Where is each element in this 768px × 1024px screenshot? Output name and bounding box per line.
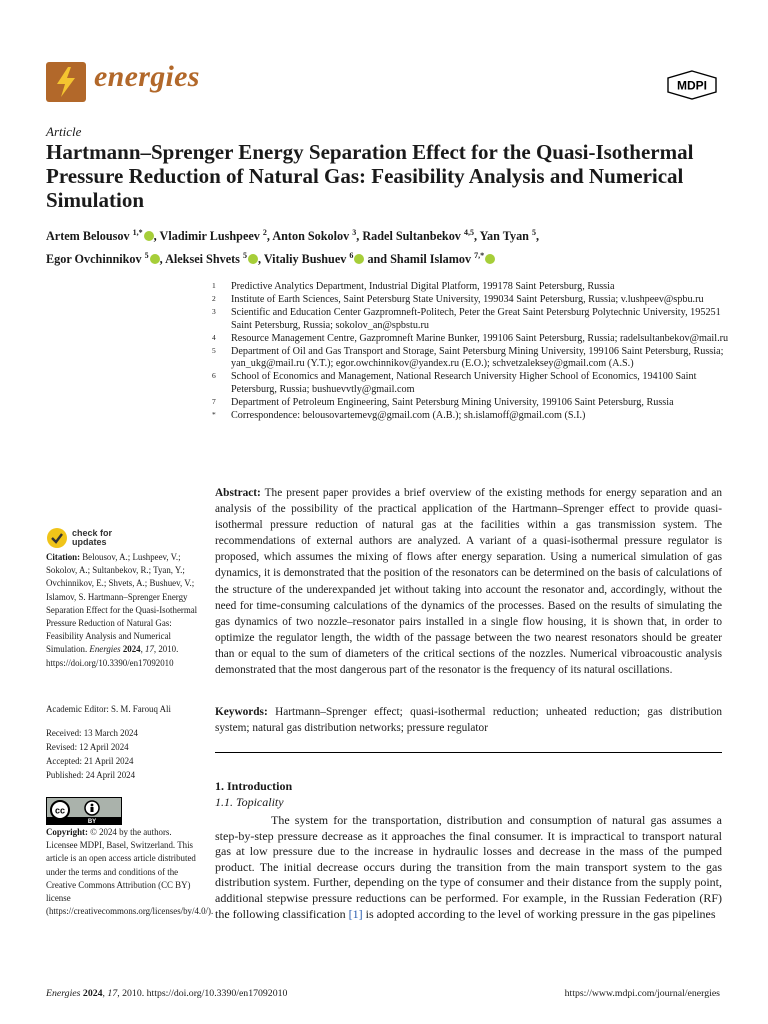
citation-label: Citation: bbox=[46, 552, 81, 562]
author-name[interactable]: Egor Ovchinnikov bbox=[46, 252, 142, 267]
check-updates-icon bbox=[46, 527, 68, 549]
copyright-label: Copyright: bbox=[46, 827, 88, 837]
subsection-heading: 1.1. Topicality bbox=[215, 795, 284, 809]
section-heading: 1. Introduction bbox=[215, 779, 293, 793]
reference-link[interactable]: [1] bbox=[348, 906, 363, 921]
author-affiliation-sup: 5 bbox=[144, 251, 149, 261]
svg-text:cc: cc bbox=[54, 805, 66, 816]
citation-volume: 17 bbox=[145, 644, 154, 655]
abstract bbox=[215, 485, 722, 678]
citation-text: Belousov, A.; Lushpeev, V.; Sokolov, A.; Sultanbekov, R.; Tyan, Y.; Ovchinnikov, E.; Shvets, A.; Bushuev, V.; Islamov, S. Hartmann–Sprenger Energy Separation Effect for the Quasi-Isothermal Pressure Reduction of Natural Gas: Feasibility Analysis and Numerical Simulation. bbox=[46, 552, 198, 655]
check-updates-line1: check for bbox=[72, 528, 113, 538]
citation-journal: Energies bbox=[89, 644, 121, 655]
author-name[interactable]: Vitaliy Bushuev bbox=[263, 252, 347, 267]
accepted-date: Accepted: 21 April 2024 bbox=[46, 756, 134, 766]
author-affiliation-sup: 4,5 bbox=[463, 228, 474, 237]
affiliation-text: Resource Management Centre, Gazpromneft Marine Bunker, 199106 Saint Petersburg, Russia; radelsultanbekov@mail.ru bbox=[231, 332, 729, 344]
academic-editor: Academic Editor: S. M. Farouq Ali bbox=[46, 704, 171, 714]
author-name[interactable]: Shamil Islamov bbox=[390, 252, 472, 267]
author-list: Artem Belousov $^{1,*}$ , Vladimir Lushpeev $^2$, Anton Sokolov $^3$, Radel Sultanbekov $^{4,5}$, Yan Tyan $^5$, Egor Ovchinnikov $^5$ , Aleksei Shvets $^5$ , Vitaliy Bushuev $^6$ and Shamil Islamov $^{7,*}$ bbox=[46, 228, 540, 267]
divider bbox=[215, 752, 722, 753]
copyright bbox=[46, 826, 214, 918]
affiliation-item bbox=[212, 281, 732, 294]
check-for-updates[interactable] bbox=[46, 527, 166, 549]
intro-text bbox=[215, 813, 722, 922]
affiliation-number: * bbox=[212, 410, 216, 420]
author-affiliation-sup: 5 bbox=[532, 228, 536, 237]
author-name[interactable]: Artem Belousov bbox=[46, 229, 130, 244]
orcid-icon[interactable] bbox=[354, 254, 364, 264]
affiliation-text: Institute of Earth Sciences, Saint Petersburg State University, 199034 Saint Petersburg, Russia; v.lushpeev@spbu.ru bbox=[231, 293, 704, 305]
footer-year: 2024 bbox=[82, 988, 103, 999]
received-date: Received: 13 March 2024 bbox=[46, 728, 138, 738]
author-name[interactable]: Yan Tyan bbox=[479, 229, 529, 244]
published-date: Published: 24 April 2024 bbox=[46, 770, 136, 780]
affiliation-text: Scientific and Education Center Gazpromneft-Politech, Peter the Great Saint Petersburg Polytechnic University, 195251 Saint Petersburg, Russia; sokolov_an@spbstu.ru bbox=[231, 306, 721, 331]
cc-by-badge[interactable] bbox=[46, 797, 122, 825]
keywords bbox=[215, 704, 722, 736]
affiliation-number: 6 bbox=[212, 371, 216, 381]
author-affiliation-sup: 6 bbox=[349, 251, 354, 261]
cc-by-label: BY bbox=[87, 819, 97, 824]
copyright-text: © 2024 by the authors. Licensee MDPI, Basel, Switzerland. This article is an open access article distributed under the terms and conditions of the Creative Commons Attribution (CC BY) license (https://creativecommons.org/licenses/by/4.0/). bbox=[46, 827, 214, 917]
keywords-text: Hartmann–Sprenger effect; quasi-isothermal reduction; unheated reduction; gas distribution system; natural gas distribution networks; pressure regulator bbox=[215, 706, 722, 735]
orcid-icon[interactable] bbox=[248, 254, 258, 264]
orcid-icon[interactable] bbox=[485, 254, 495, 264]
author-name[interactable]: Radel Sultanbekov bbox=[362, 229, 461, 244]
affiliation-item bbox=[212, 307, 732, 333]
citation-year: 2024 bbox=[122, 644, 141, 655]
affiliation-text: Predictive Analytics Department, Industrial Digital Platform, 199178 Saint Petersburg, Russia bbox=[231, 281, 615, 292]
citation: Citation: Belousov, A.; Lushpeev, V.; Sokolov, A.; Sultanbekov, R.; Tyan, Y.; Ovchinnikov, E.; Shvets, A.; Bushuev, V.; Islamov, S. Hartmann–Sprenger Energy Separation Effect for the Quasi-Isothermal Pressure Reduction of Natural Gas: Feasibility Analysis and Numerical Simulation. Energies 2024, 17, 2010. https://doi.org/10.3390/en17092010 bbox=[46, 552, 198, 668]
affiliation-number: 2 bbox=[212, 293, 216, 303]
author-name[interactable]: Anton Sokolov bbox=[272, 229, 350, 244]
keywords-label: Keywords: bbox=[215, 706, 268, 718]
article-type: Article bbox=[46, 124, 82, 139]
check-updates-line2: updates bbox=[72, 537, 107, 547]
author-affiliation-sup: 7,* bbox=[474, 251, 485, 261]
publisher-name: MDPI bbox=[677, 78, 707, 93]
affiliation-text: Department of Petroleum Engineering, Saint Petersburg Mining University, 199106 Saint Petersburg, Russia bbox=[231, 397, 674, 409]
affiliation-number: 5 bbox=[212, 345, 216, 355]
affiliation-item bbox=[212, 410, 732, 423]
affiliation-item bbox=[212, 294, 732, 307]
author-name[interactable]: Vladimir Lushpeev bbox=[159, 229, 260, 244]
author-name[interactable]: Aleksei Shvets bbox=[165, 252, 240, 267]
revised-date: Revised: 12 April 2024 bbox=[46, 742, 129, 752]
abstract-label: Abstract: bbox=[215, 487, 261, 499]
affiliation-item bbox=[212, 346, 732, 372]
mdpi-logo bbox=[666, 70, 718, 100]
orcid-icon[interactable] bbox=[144, 231, 154, 241]
author-affiliation-sup: 5 bbox=[242, 251, 247, 261]
journal-logo bbox=[46, 62, 86, 102]
affiliation-number: 7 bbox=[212, 397, 216, 407]
author-affiliation-sup: 3 bbox=[352, 228, 357, 237]
affiliation-item bbox=[212, 333, 732, 346]
affiliation-text: Department of Oil and Gas Transport and Storage, Saint Petersburg Mining University, 199106 Saint Petersburg, Russia; yan_ukg@mail.ru (Y.T.); egor.owchinnikov@yandex.ru (E.O.); schvetzaleksey@gmail.com (A.S.) bbox=[231, 345, 724, 370]
author-affiliation-sup: 1,* bbox=[132, 228, 143, 237]
orcid-icon[interactable] bbox=[150, 254, 160, 264]
citation-tail[interactable]: , 2010. https://doi.org/10.3390/en17092010 bbox=[46, 644, 179, 668]
affiliation-item bbox=[212, 397, 732, 410]
affiliation-number: 3 bbox=[212, 306, 216, 316]
affiliation-number: 4 bbox=[212, 332, 216, 342]
footer-url[interactable]: https://www.mdpi.com/journal/energies bbox=[564, 988, 720, 999]
affiliations bbox=[212, 281, 732, 423]
intro-para-cont: is adopted according to the level of working pressure in the gas pipelines bbox=[362, 906, 716, 921]
journal-name: energies bbox=[94, 60, 200, 93]
affiliation-number: 1 bbox=[212, 281, 216, 290]
footer-journal: Energies bbox=[46, 988, 81, 999]
lightning-icon bbox=[46, 62, 86, 102]
article-title: Hartmann–Sprenger Energy Separation Effect for the Quasi-Isothermal Pressure Reduction of Natural Gas: Feasibility Analysis and Numerical Simulation bbox=[46, 140, 694, 212]
author-affiliation-sup: 2 bbox=[262, 228, 267, 237]
footer-citation: Energies 2024, 17, 2010. https://doi.org/10.3390/en17092010 bbox=[46, 988, 288, 999]
intro-para: The system for the transportation, distribution and consumption of natural gas assumes a step-by-step pressure decrease as it approaches the final consumer. It is impractical to transport natural gas at low pressure due to the increase in hydraulic losses and decrease in the mass of the pumped product. The initial decrease occurs during the transition from the main transport system to the gas distribution system. Further, depending on the type of consumer and their distance from the supply point, additional stepwise pressure reductions can be performed. For example, in the Russian Federation (RF) the following classification bbox=[215, 813, 722, 921]
affiliation-text: School of Economics and Management, National Research University Higher School of Economics, 194100 Saint Petersburg, Russia; bushuevvtly@gmail.com bbox=[231, 371, 697, 396]
footer-doi[interactable]: , 2010. https://doi.org/10.3390/en17092010 bbox=[117, 988, 288, 999]
footer-volume: 17 bbox=[107, 988, 118, 999]
affiliation-item bbox=[212, 371, 732, 397]
affiliation-text: Correspondence: belousovartemevg@gmail.com (A.B.); sh.islamoff@gmail.com (S.I.) bbox=[231, 410, 586, 422]
abstract-text: The present paper provides a brief overview of the existing methods for energy separation and an analysis of the possibility of the practical application of the Hartmann–Sprenger effect to provide quasi-isothermal pressure reduction of natural gas at the facilities within a gas transmission system. The recommendations of external authors are analyzed. A variant of a quasi-isothermal pressure regulator is proposed, which assumes the mixing of flows after energy separation. Using a numerical simulation of gas dynamics, it is demonstrated that the position of the resonators can be determined on the basis of calculations of the structure of the underexpanded jet without taking into account the resonator and, accordingly, without the need for time-consuming calculations of the dynamics of the processes. Based on the results of simulating the gas dynamics of two nozzle–resonator pairs installed in a single flow housing, it is shown that, in order to optimize the regulator length, the width of the passage between the two nearest resonators should be greater than or equal to the sum of diameters of the critical sections of the nozzles. Numerical vibroacoustic analysis demonstrated that the most dangerous part of the resonator is the frequency of its natural oscillations. bbox=[215, 487, 722, 677]
